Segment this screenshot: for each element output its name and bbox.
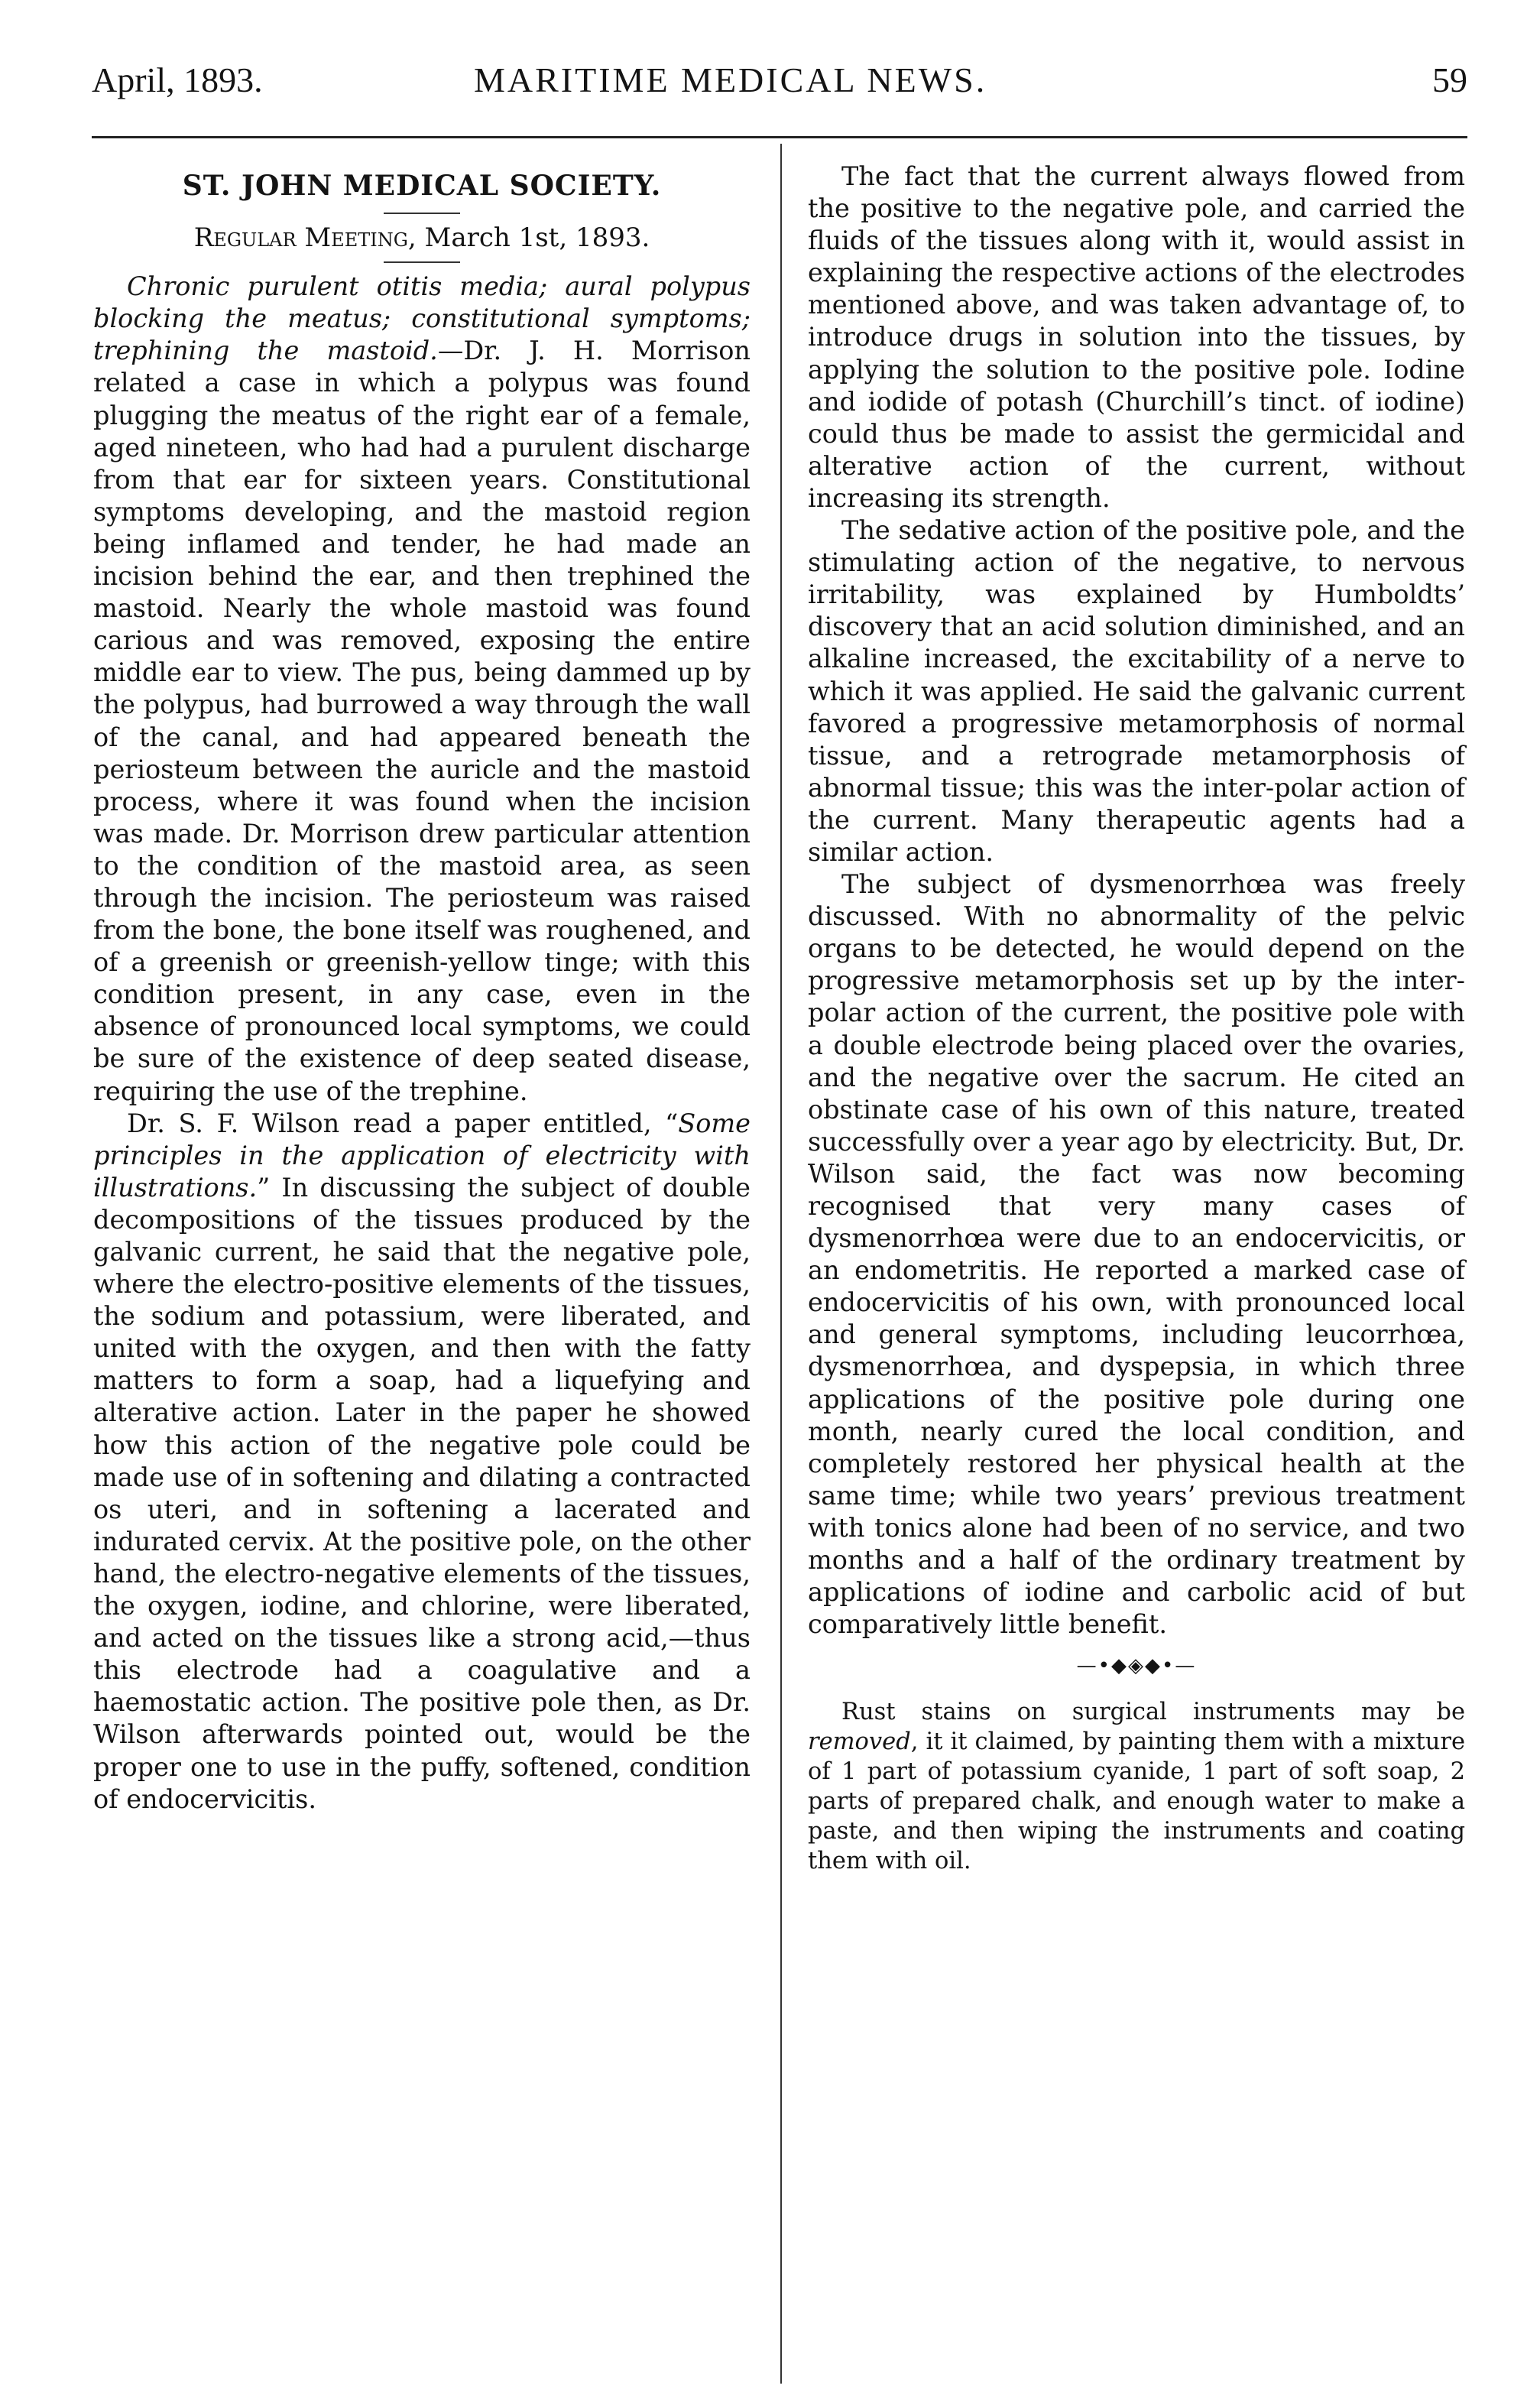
page-number: 59 <box>1432 60 1467 99</box>
running-header <box>92 60 1467 113</box>
journal-title: MARITIME MEDICAL NEWS. <box>474 60 987 99</box>
section-ornament: —•◆◈◆•— <box>1076 1654 1197 1678</box>
note-text-end: , it it claimed, by painting them with a mixture of 1 part of potassium cyanide, 1 part of soft soap, 2 parts of prepared chalk, and enough water to make a paste, and then wiping the instruments and coating them with oil. <box>808 1728 1465 1875</box>
case-report-paragraph <box>93 271 751 1107</box>
column-divider <box>780 144 782 2384</box>
wilson-text: ” In discussing the subject of double decompositions of the tissues produced by the galvanic current, he said that the negative pole, where the electro-positive elements of the tissues, the sodium and potassium, were liberated, and united with the oxygen, and then with the fatty matters to form a soap, had a liquefying and alterative action. Later in the paper he showed how this action of the negative pole could be made use of in softening and dilating a contracted os uteri, and in softening a lacerated and indurated cervix. At the positive pole, on the other hand, the electro-negative elements of the tissues, the oxygen, iodine, and chlorine, were liberated, and acted on the tissues like a strong acid,—thus this electrode had a coagulative and a haemostatic action. The positive pole then, as Dr. Wilson afterwards pointed out, would be the proper one to use in the puffy, softened, condition of endocervicitis. <box>93 1172 751 1814</box>
note-emphasis: removed <box>808 1728 911 1756</box>
issue-date: April, 1893. <box>92 60 263 99</box>
sedative-action-paragraph: The sedative action of the positive pole, and the stimulating action of the negative, to nervous irritability, was explained by Humboldts’ discovery that an acid solution diminished, and an alkaline increased, the excitability of a nerve to which it was applied. He said the galvanic current favored a progressive metamorphosis of normal tissue, and a retrograde metamorphosis of abnormal tissue; this was the inter-polar action of the current. Many therapeutic agents had a similar action. <box>808 515 1465 867</box>
left-column <box>93 161 751 1816</box>
rust-stains-note <box>808 1697 1465 1876</box>
case-text: —Dr. J. H. Morrison related a case in which a polypus was found plugging the meatus of the right ear of a female, aged nineteen, who had had a purulent discharge from that ear for sixteen years. Constitutional symptoms developing, and the mastoid region being inflamed and tender, he had made an incision behind the ear, and then trephined the mastoid. Nearly the whole mastoid was found carious and was removed, exposing the entire middle ear to view. The pus, being dammed up by the polypus, had burrowed a way through the wall of the canal, and had appeared beneath the periosteum between the auricle and the mastoid process, where it was found when the incision was made. Dr. Morrison drew particular attention to the condition of the mastoid area, as seen through the incision. The periosteum was raised from the bone, the bone itself was roughened, and of a greenish or greenish-yellow tinge; with this condition present, in any case, even in the absence of pronounced local symptoms, we could be sure of the existence of deep seated disease, requiring the use of the trephine. <box>93 336 751 1106</box>
meeting-line <box>93 222 751 254</box>
meeting-rule <box>384 261 460 263</box>
note-text-start: Rust stains on surgical instruments may be <box>841 1699 1465 1726</box>
title-rule <box>384 213 460 214</box>
right-column <box>808 161 1465 1876</box>
meeting-label: Regular Meeting, <box>193 222 417 254</box>
wilson-paragraph <box>93 1108 751 1816</box>
wilson-paper-title: Some principles in the application of electricity with illustrations. <box>93 1108 751 1202</box>
meeting-date: March 1st, 1893. <box>424 222 650 254</box>
dysmenorrhoea-paragraph: The subject of dysmenorrhœa was freely discussed. With no abnormality of the pelvic organs to be detected, he would depend on the progressive metamorphosis set up by the inter-polar action of the current, the positive pole with a double electrode being placed over the ovaries, and the negative over the sacrum. He cited an obstinate case of his own of this nature, treated successfully over a year ago by electricity. But, Dr. Wilson said, the fact was now becoming recognised that very many cases of dysmenorrhœa were due to an endocervicitis, or an endometritis. He reported a marked case of endocervicitis of his own, with pronounced local and general symptoms, including leucorrhœa, dysmenorrhœa, and dyspepsia, in which three applications of the positive pole during one month, nearly cured the local condition, and completely restored her physical health at the same time; while two years’ previous treatment with tonics alone had been of no service, and two months and a half of the ordinary treatment by applications of iodine and carbolic acid of but comparatively little benefit. <box>808 869 1465 1640</box>
case-heading: Chronic purulent otitis media; aural polypus blocking the meatus; constitutional symptoms; trephining the mastoid. <box>93 271 751 366</box>
header-rule <box>92 136 1467 138</box>
current-flow-paragraph: The fact that the current always flowed from the positive to the negative pole, and carried the fluids of the tissues along with it, would assist in explaining the respective actions of the electrodes mentioned above, and was taken advantage of, to introduce drugs in solution into the tissues, by applying the solution to the positive pole. Iodine and iodide of potash (Churchill’s tinct. of iodine) could thus be made to assist the germicidal and alterative action of the current, without increasing its strength. <box>808 161 1465 513</box>
wilson-intro: Dr. S. F. Wilson read a paper entitled, “ <box>127 1108 679 1138</box>
section-title: ST. JOHN MEDICAL SOCIETY. <box>182 170 662 202</box>
